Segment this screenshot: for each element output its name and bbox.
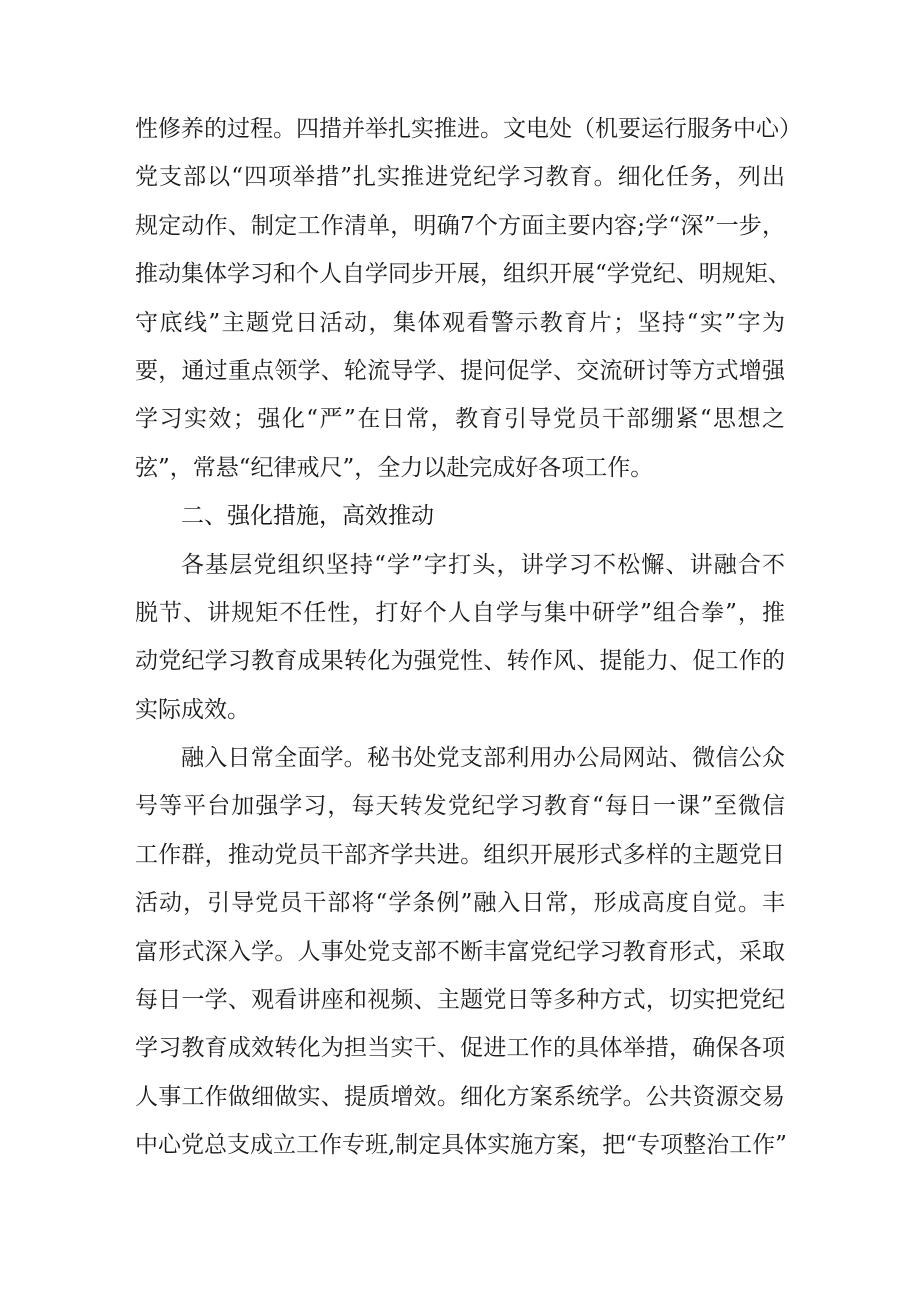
text-line: 脱节、讲规矩不任性，打好个人自学与集中研学”组合拳”，推	[135, 599, 785, 626]
paragraph-3	[135, 734, 785, 1170]
text-line: 每日一学、观看讲座和视频、主题党日等多种方式，切实把党纪	[135, 987, 785, 1014]
paragraph-1	[135, 105, 802, 492]
text-line: 号等平台加强学习，每天转发党纪学习教育“每日一课”至微信	[135, 793, 785, 820]
text-line: 实际成效。	[135, 696, 250, 723]
text-line: 推动集体学习和个人自学同步开展，组织开展“学党纪、明规矩、	[135, 261, 791, 288]
text-line: 弦”，常悬“纪律戒尺”，全力以赴完成好各项工作。	[135, 454, 654, 481]
text-line: 学习实效；强化“严”在日常，教育引导党员干部绷紧“思想之	[135, 406, 785, 433]
text-line: 工作群，推动党员干部齐学共进。组织开展形式多样的主题党日	[135, 841, 785, 868]
text-line: 各基层党组织坚持“学”字打头，讲学习不松懈、讲融合不	[181, 551, 785, 578]
text-line: 融入日常全面学。秘书处党支部利用办公局网站、微信公众	[181, 745, 785, 772]
text-line: 党支部以“四项举措”扎实推进党纪学习教育。细化任务，列出	[135, 164, 785, 191]
text-line: 性修养的过程。四措并举扎实推进。文电处（机要运行服务中心）	[135, 116, 802, 142]
text-line: 富形式深入学。人事处党支部不断丰富党纪学习教育形式，采取	[135, 938, 785, 965]
text-line: 活动，引导党员干部将“学条例”融入日常，形成高度自觉。丰	[135, 890, 785, 917]
text-line: 人事工作做细做实、提质增效。细化方案系统学。公共资源交易	[135, 1083, 785, 1110]
text-line: 守底线”主题党日活动，集体观看警示教育片；坚持“实”字为	[135, 309, 785, 336]
section-heading: 二、强化措施，高效推动	[181, 503, 434, 530]
text-line: 要，通过重点领学、轮流导学、提问促学、交流研讨等方式增强	[135, 357, 785, 384]
text-line: 学习教育成效转化为担当实干、促进工作的具体举措，确保各项	[135, 1035, 785, 1062]
paragraph-2	[135, 541, 785, 735]
text-line: 中心党总支成立工作专班,制定具体实施方案，把“专项整治工作”	[135, 1132, 787, 1159]
text-line: 动党纪学习教育成果转化为强党性、转作风、提能力、促工作的	[135, 648, 785, 675]
text-line: 规定动作、制定工作清单，明确7个方面主要内容;学“深”一步，	[135, 212, 785, 239]
document-body	[135, 105, 802, 1170]
